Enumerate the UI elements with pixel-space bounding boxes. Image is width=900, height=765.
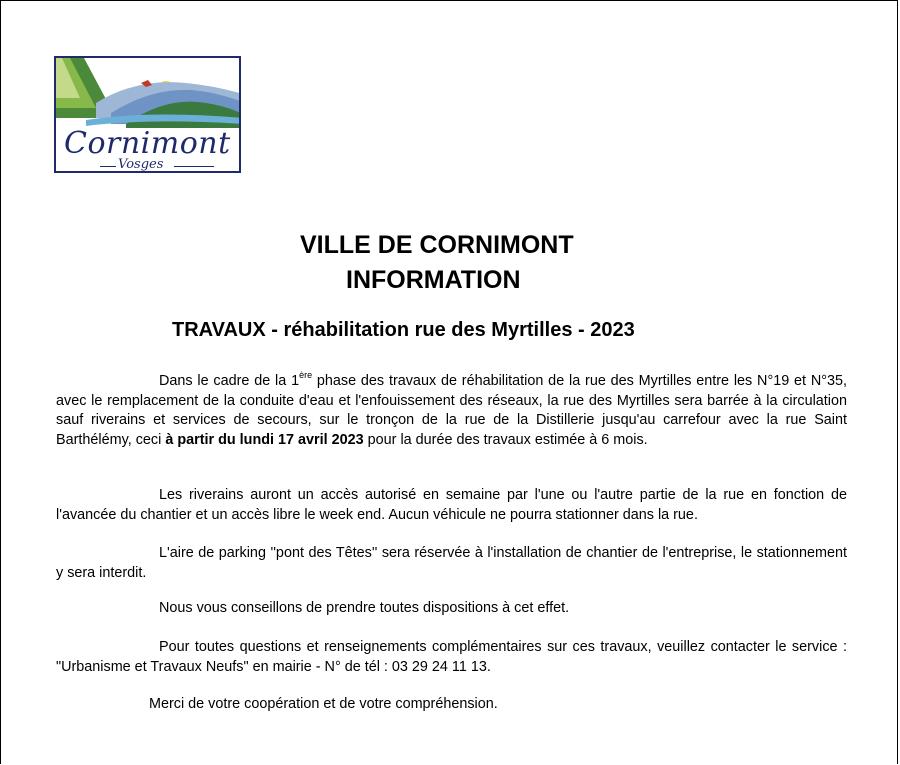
- logo-divider-right: [174, 166, 214, 167]
- paragraph-thanks: [149, 695, 849, 715]
- paragraph-text: phase des travaux de réhabilitation de la rue des Myrtilles entre les N°19 et N°35, avec le remplacement de la conduite d'eau et l'enfouissement des réseaux, la rue des Myrtilles sera barrée à la circulation sauf riverains et services de secours, sur le tronçon de la rue de la Distillerie jusqu'au carrefour avec la rue Saint Barthélémy, ceci: [56, 373, 847, 448]
- paragraph-contact: [56, 638, 847, 677]
- logo-name: Cornimont: [64, 126, 231, 161]
- start-date: à partir du lundi 17 avril 2023: [165, 431, 364, 448]
- page-title: VILLE DE CORNIMONT: [300, 231, 574, 259]
- page-title-line2: INFORMATION: [346, 266, 521, 294]
- ordinal-superscript: ère: [299, 370, 313, 380]
- paragraph-parking: [56, 544, 847, 583]
- paragraph-text: Nous vous conseillons de prendre toutes dispositions à cet effet.: [159, 600, 570, 616]
- paragraph-advice: [56, 599, 847, 619]
- paragraph-text: Merci de votre coopération et de votre compréhension.: [149, 696, 498, 712]
- paragraph-text: Pour toutes questions et renseignements complémentaires sur ces travaux, veuillez contacter le service : "Urbanisme et Travaux Neufs" en mairie - N° de tél : 03 29 24 11 13.: [56, 639, 847, 675]
- paragraph-text: Dans le cadre de la 1: [159, 373, 300, 389]
- notice-subtitle: TRAVAUX - réhabilitation rue des Myrtilles - 2023: [172, 319, 635, 341]
- logo-subtitle: Vosges: [118, 157, 164, 172]
- paragraph-residents: [56, 486, 847, 525]
- cornimont-logo: [54, 56, 241, 173]
- paragraph-phase: [56, 372, 847, 450]
- paragraph-text: pour la durée des travaux estimée à 6 mois.: [363, 431, 648, 448]
- logo-divider-left: [100, 166, 116, 167]
- paragraph-text: Les riverains auront un accès autorisé en semaine par l'une ou l'autre partie de la rue en fonction de l'avancée du chantier et un accès libre le week end. Aucun véhicule ne pourra stationner dans la rue.: [56, 487, 847, 523]
- paragraph-text: L'aire de parking ''pont des Têtes'' sera réservée à l'installation de chantier de l'entreprise, le stationnement y sera interdit.: [56, 545, 847, 581]
